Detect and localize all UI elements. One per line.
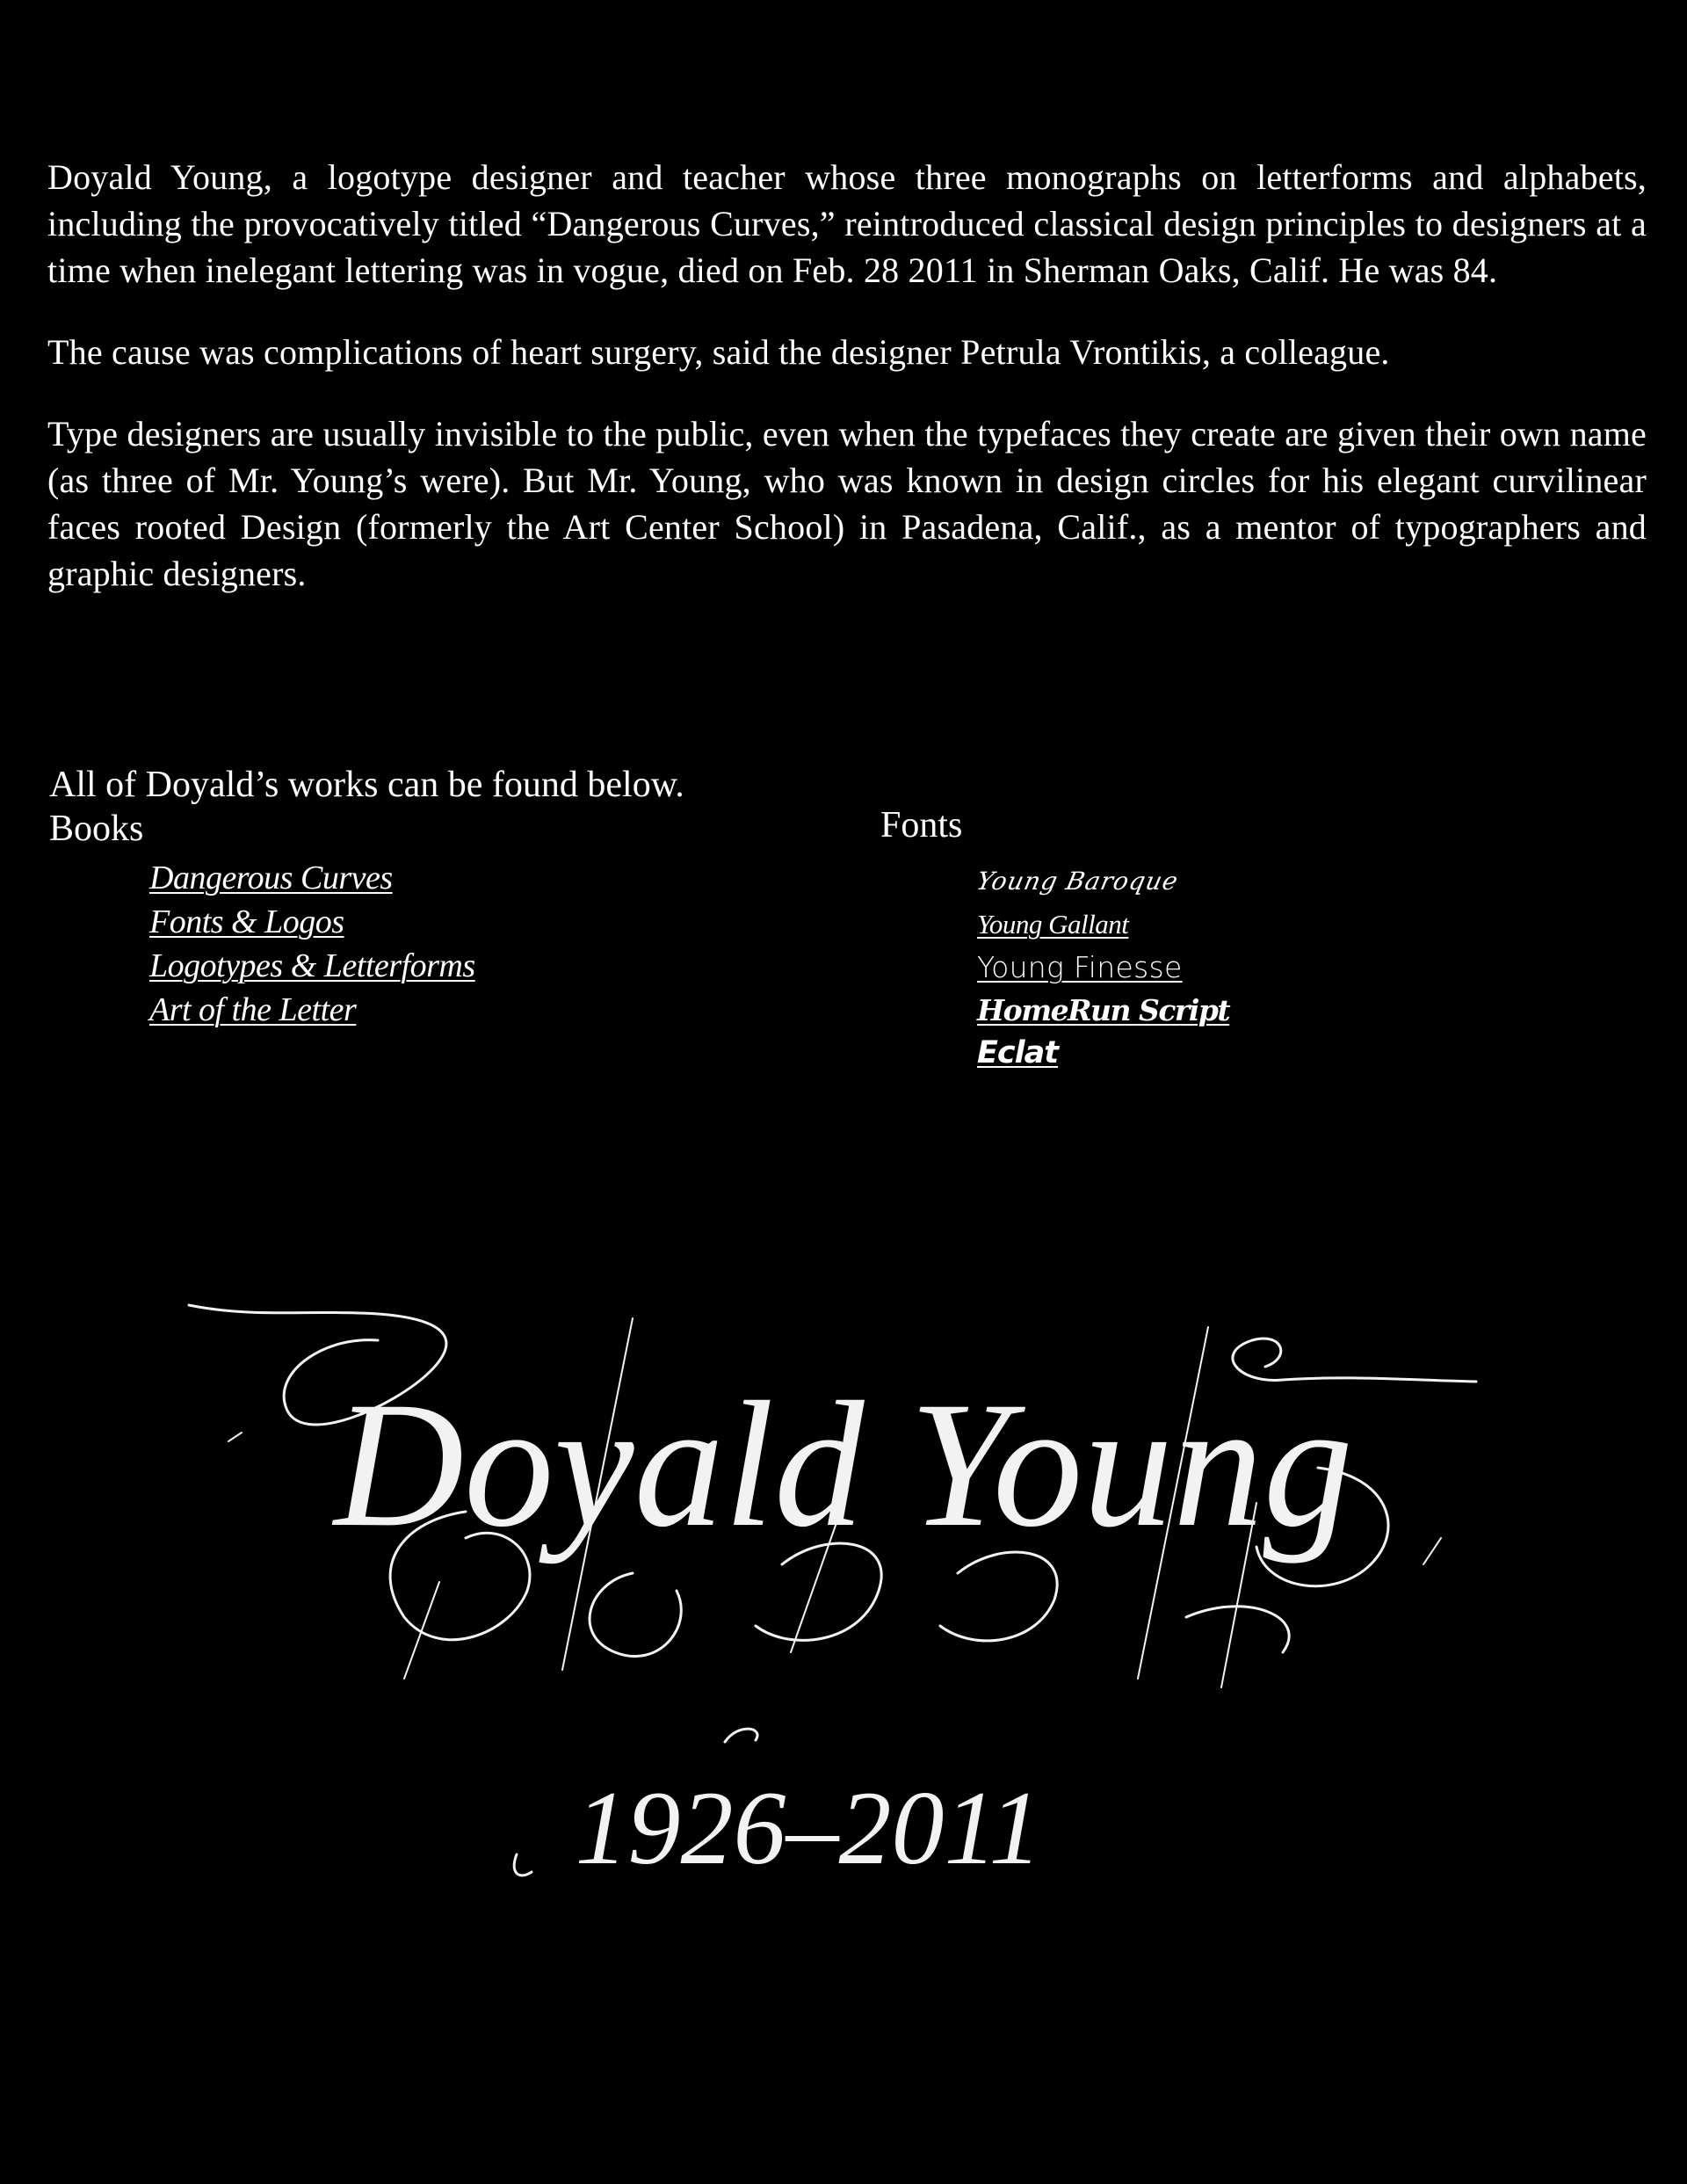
fonts-heading: Fonts xyxy=(880,805,963,845)
fonts-list xyxy=(974,860,1230,1075)
biography-paragraph-2: The cause was complications of heart surgery, said the designer Petrula Vrontikis, a colleague. xyxy=(47,332,1390,372)
book-link-dangerous-curves[interactable]: Dangerous Curves xyxy=(149,860,393,896)
books-heading: Books xyxy=(49,809,144,849)
font-link-young-finesse[interactable] xyxy=(977,946,1229,989)
font-link-young-gallant[interactable] xyxy=(977,903,1229,946)
signature-name: Doyald Young xyxy=(334,1365,1353,1564)
years-text: 1926–2011 xyxy=(575,1769,1042,1886)
font-link-young-gallant-label: Young Gallant xyxy=(977,909,1129,940)
books-list xyxy=(149,856,475,1032)
signature-years xyxy=(501,1723,1116,1934)
book-link-logotypes-and-letterforms[interactable]: Logotypes & Letterforms xyxy=(149,947,475,984)
font-link-young-baroque[interactable] xyxy=(974,860,1229,903)
signature-calligraphy xyxy=(176,1301,1511,1758)
book-link-fonts-and-logos[interactable]: Fonts & Logos xyxy=(149,903,344,940)
font-link-homerun-script-label: HomeRun Script xyxy=(977,993,1230,1027)
font-link-young-baroque-label: Young Baroque xyxy=(974,867,1182,896)
font-link-eclat[interactable] xyxy=(977,1032,1229,1075)
biography-paragraph-1: Doyald Young, a logotype designer and teacher whose three monographs on letterforms and alphabets, including the provocatively titled “Dangerous Curves,” reintroduced classical design principles to designers at a time when inelegant lettering was in vogue, died on Feb. 28 2011 in Sherman Oaks, Calif. He was 84. xyxy=(47,157,1647,290)
font-link-young-finesse-label: Young Finesse xyxy=(977,950,1183,984)
biography-section xyxy=(47,154,1647,632)
biography-paragraph-3: Type designers are usually invisible to the public, even when the typefaces they create are given their own name (as three of Mr. Young’s were). But Mr. Young, who was known in design circles for his elegant curvilinear faces rooted Design (formerly the Art Center School) in Pasadena, Calif., as a mentor of typographers and graphic designers. xyxy=(47,414,1647,593)
works-intro-text: All of Doyald’s works can be found below. xyxy=(49,765,684,805)
font-link-homerun-script[interactable] xyxy=(977,989,1229,1032)
book-link-art-of-the-letter[interactable]: Art of the Letter xyxy=(149,991,357,1028)
font-link-eclat-label: Eclat xyxy=(977,1035,1059,1070)
